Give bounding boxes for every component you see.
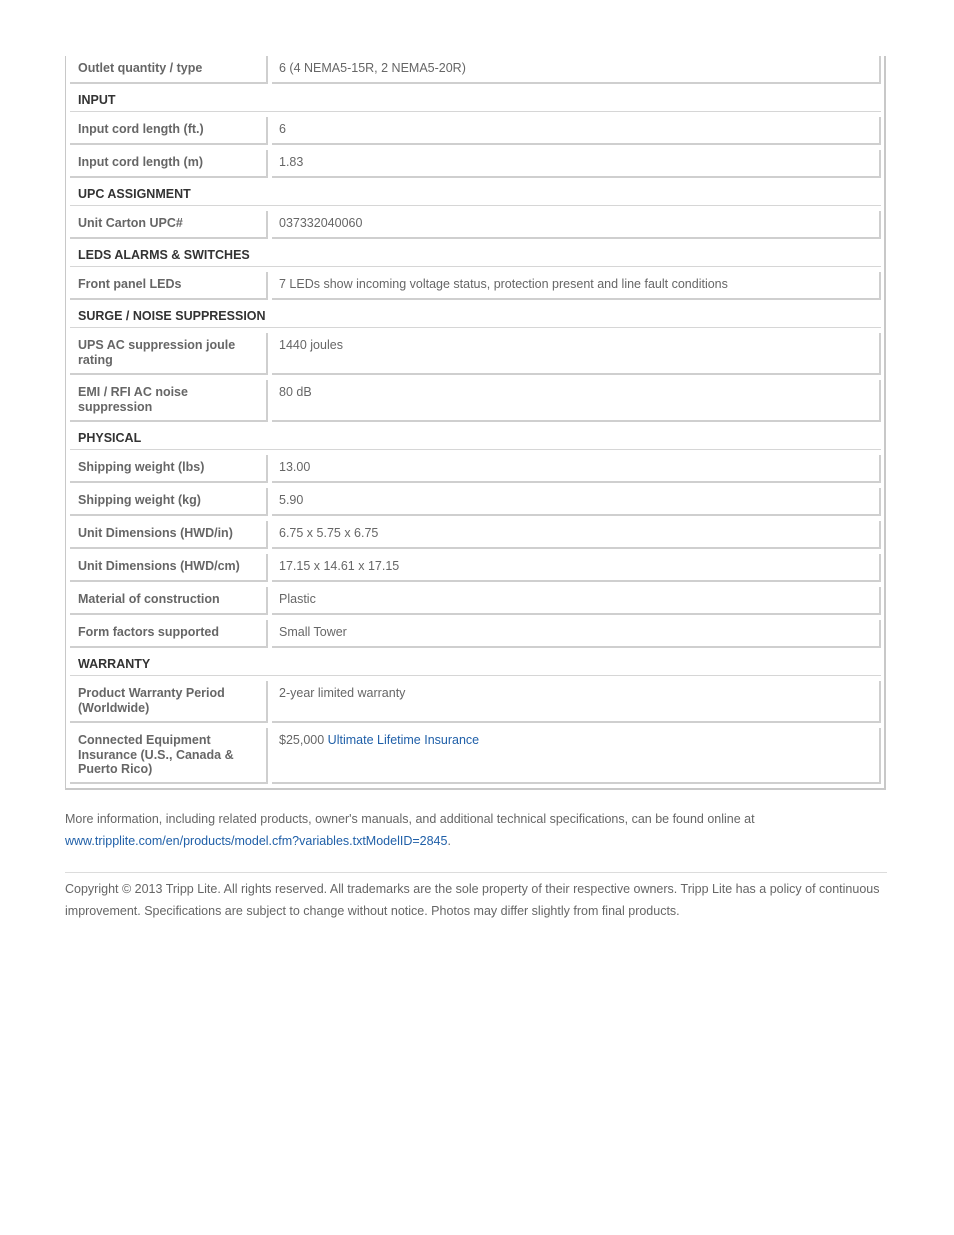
spec-row-input-cord-ft [66, 117, 884, 145]
spec-row-joule-rating [66, 333, 884, 375]
spec-label: Input cord length (m) [70, 150, 268, 178]
spec-row-ship-weight-kg [66, 488, 884, 516]
spec-value: 17.15 x 14.61 x 17.15 [272, 554, 881, 582]
more-info-period: . [447, 834, 451, 848]
section-heading-surge: SURGE / NOISE SUPPRESSION [70, 305, 881, 328]
spec-row-unit-dim-in [66, 521, 884, 549]
spec-value: 6.75 x 5.75 x 6.75 [272, 521, 881, 549]
spec-label: Unit Dimensions (HWD/in) [70, 521, 268, 549]
spec-value: 2-year limited warranty [272, 681, 881, 723]
spec-value: 1440 joules [272, 333, 881, 375]
section-heading-leds: LEDS ALARMS & SWITCHES [70, 244, 881, 267]
spec-row-ship-weight-lbs [66, 455, 884, 483]
spec-row-input-cord-m [66, 150, 884, 178]
spec-label: Shipping weight (kg) [70, 488, 268, 516]
ultimate-lifetime-insurance-link[interactable]: Ultimate Lifetime Insurance [327, 733, 480, 747]
spec-row-unit-carton-upc [66, 211, 884, 239]
section-heading-warranty: WARRANTY [70, 653, 881, 676]
spec-row-emi-rfi [66, 380, 884, 422]
spec-value: 1.83 [272, 150, 881, 178]
spec-value: 6 [272, 117, 881, 145]
spec-value: 80 dB [272, 380, 881, 422]
spec-label: Input cord length (ft.) [70, 117, 268, 145]
spec-label: Form factors supported [70, 620, 268, 648]
spec-value: 13.00 [272, 455, 881, 483]
spec-label: Unit Carton UPC# [70, 211, 268, 239]
section-heading-physical: PHYSICAL [70, 427, 881, 450]
spec-row-front-panel-leds [66, 272, 884, 300]
spec-value: 5.90 [272, 488, 881, 516]
spec-label: Connected Equipment Insurance (U.S., Canada & Puerto Rico) [70, 728, 268, 784]
spec-label: Outlet quantity / type [70, 56, 268, 84]
spec-value: 7 LEDs show incoming voltage status, protection present and line fault conditions [272, 272, 881, 300]
footer-divider [65, 872, 887, 873]
spec-label: EMI / RFI AC noise suppression [70, 380, 268, 422]
copyright-notice: Copyright © 2013 Tripp Lite. All rights reserved. All trademarks are the sole property of their respective owners. Tripp Lite has a policy of continuous improvement. Specifications are subject to change without notice. Photos may differ slightly from final products. [65, 882, 880, 918]
more-info-paragraph [65, 808, 887, 852]
section-heading-upc: UPC ASSIGNMENT [70, 183, 881, 206]
spec-table [65, 56, 886, 790]
more-info-text: More information, including related products, owner's manuals, and additional technical specifications, can be found online at [65, 812, 755, 826]
spec-label: UPS AC suppression joule rating [70, 333, 268, 375]
spec-row-unit-dim-cm [66, 554, 884, 582]
spec-row-material [66, 587, 884, 615]
spec-label: Shipping weight (lbs) [70, 455, 268, 483]
spec-row-form-factors [66, 620, 884, 648]
spec-value: Small Tower [272, 620, 881, 648]
spec-label: Material of construction [70, 587, 268, 615]
spec-value: 6 (4 NEMA5-15R, 2 NEMA5-20R) [272, 56, 881, 84]
spec-label: Front panel LEDs [70, 272, 268, 300]
product-page-link[interactable]: www.tripplite.com/en/products/model.cfm?variables.txtModelID=2845 [65, 834, 448, 848]
spec-row-insurance [66, 728, 884, 784]
spec-row-warranty-period [66, 681, 884, 723]
spec-label: Product Warranty Period (Worldwide) [70, 681, 268, 723]
spec-value: 037332040060 [272, 211, 881, 239]
spec-value: Plastic [272, 587, 881, 615]
insurance-amount: $25,000 [279, 733, 328, 747]
spec-label: Unit Dimensions (HWD/cm) [70, 554, 268, 582]
spec-row-outlet [66, 56, 884, 84]
section-heading-input: INPUT [70, 89, 881, 112]
spec-value [272, 728, 881, 784]
